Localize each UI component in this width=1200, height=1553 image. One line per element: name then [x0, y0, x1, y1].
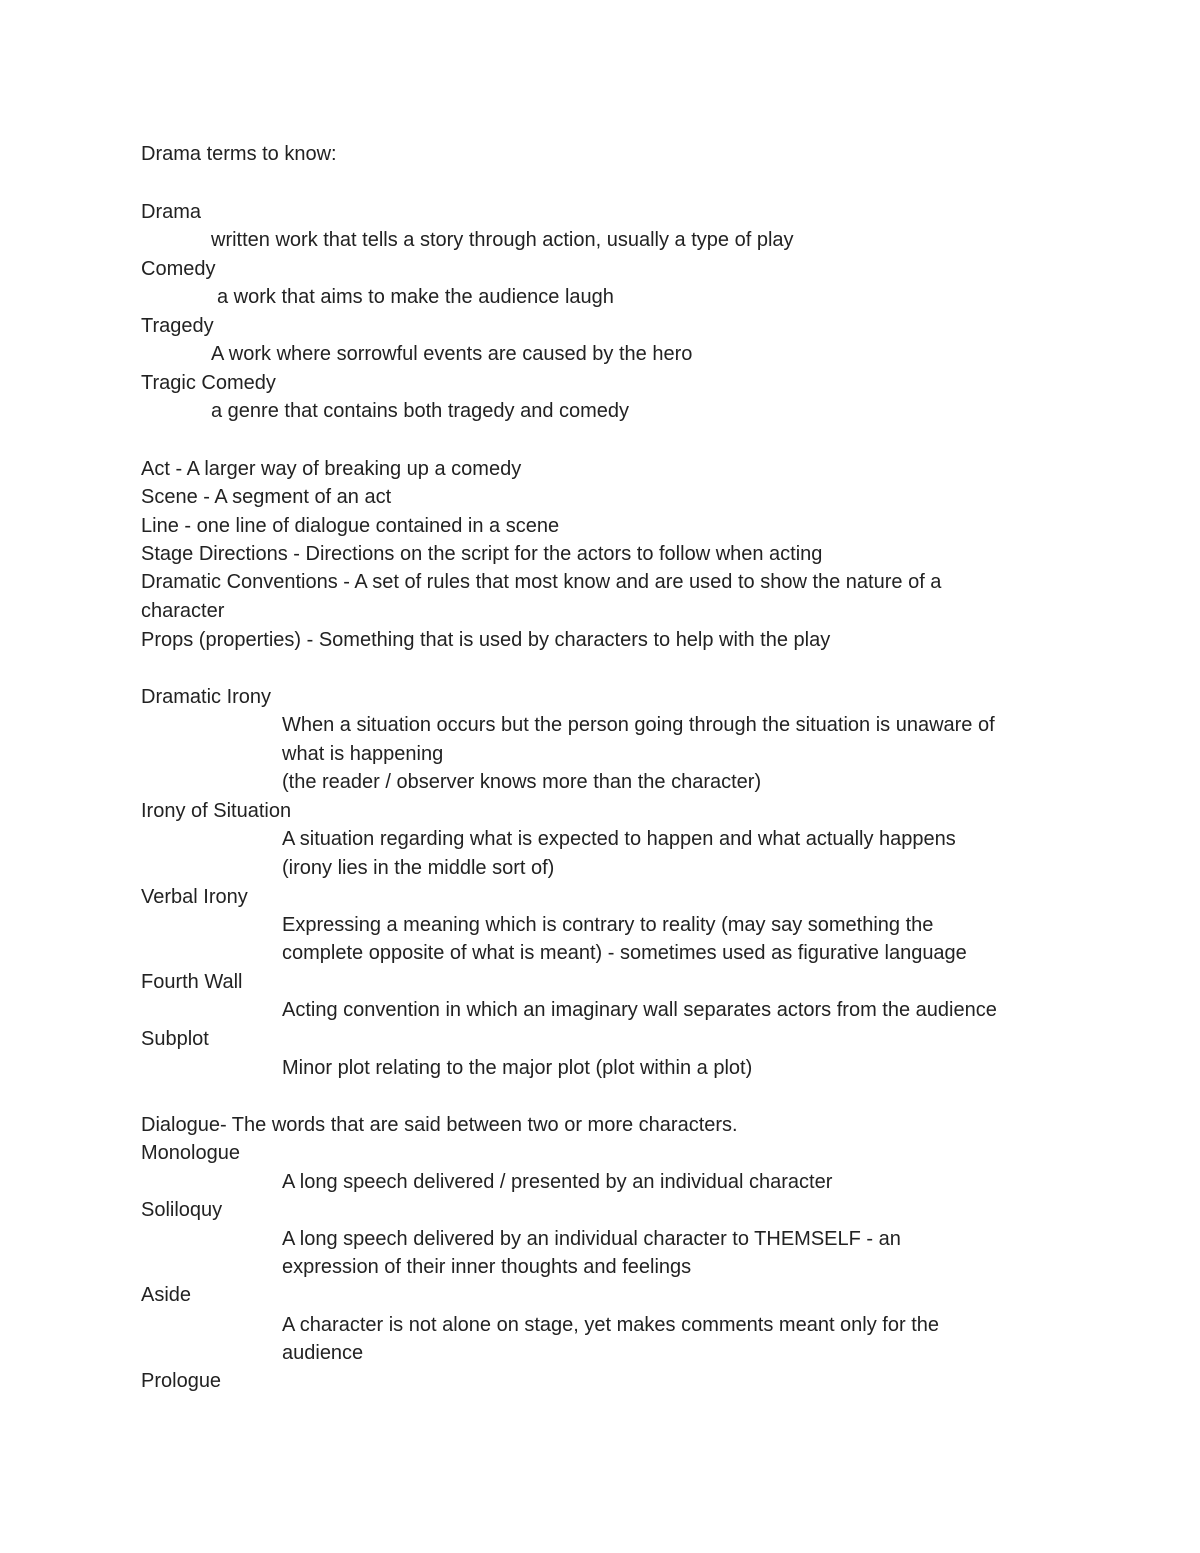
term-soliloquy: Soliloquy [141, 1199, 223, 1221]
definition-soliloquy-continued: expression of their inner thoughts and feelings [282, 1256, 692, 1278]
term-tragedy: Tragedy [141, 315, 214, 337]
term-stage-directions: Stage Directions - Directions on the script for the actors to follow when acting [141, 543, 823, 565]
term-dramatic-conventions-continued: character [141, 600, 225, 622]
term-line: Line - one line of dialogue contained in a scene [141, 515, 560, 537]
definition-irony-of-situation: A situation regarding what is expected to happen and what actually happens [282, 828, 956, 850]
definition-tragic-comedy: a genre that contains both tragedy and comedy [211, 400, 630, 422]
document-heading: Drama terms to know: [141, 143, 337, 165]
definition-verbal-irony: Expressing a meaning which is contrary to reality (may say something the [282, 914, 934, 936]
definition-soliloquy: A long speech delivered by an individual character to THEMSELF - an [282, 1228, 901, 1250]
definition-drama: written work that tells a story through action, usually a type of play [211, 229, 794, 251]
term-monologue: Monologue [141, 1142, 240, 1164]
term-dramatic-conventions: Dramatic Conventions - A set of rules that most know and are used to show the nature of a [141, 571, 942, 593]
definition-irony-of-situation-note: (irony lies in the middle sort of) [282, 857, 555, 879]
term-fourth-wall: Fourth Wall [141, 971, 243, 993]
term-dialogue: Dialogue- The words that are said between two or more characters. [141, 1114, 738, 1136]
term-drama: Drama [141, 201, 202, 223]
definition-comedy: a work that aims to make the audience laugh [217, 286, 614, 308]
term-dramatic-irony: Dramatic Irony [141, 686, 272, 708]
definition-subplot: Minor plot relating to the major plot (plot within a plot) [282, 1057, 753, 1079]
term-verbal-irony: Verbal Irony [141, 886, 248, 908]
term-subplot: Subplot [141, 1028, 209, 1050]
term-irony-of-situation: Irony of Situation [141, 800, 292, 822]
definition-monologue: A long speech delivered / presented by an individual character [282, 1171, 833, 1193]
term-aside: Aside [141, 1284, 192, 1306]
definition-dramatic-irony-note: (the reader / observer knows more than the character) [282, 771, 762, 793]
term-comedy: Comedy [141, 258, 216, 280]
definition-aside-continued: audience [282, 1342, 364, 1364]
definition-fourth-wall: Acting convention in which an imaginary wall separates actors from the audience [282, 999, 997, 1021]
term-prologue: Prologue [141, 1370, 222, 1392]
definition-tragedy: A work where sorrowful events are caused by the hero [211, 343, 693, 365]
term-props: Props (properties) - Something that is used by characters to help with the play [141, 629, 831, 651]
definition-dramatic-irony-continued: what is happening [282, 743, 444, 765]
definition-verbal-irony-continued: complete opposite of what is meant) - sometimes used as figurative language [282, 942, 967, 964]
term-tragic-comedy: Tragic Comedy [141, 372, 276, 394]
term-act: Act - A larger way of breaking up a comedy [141, 458, 522, 480]
definition-aside: A character is not alone on stage, yet makes comments meant only for the [282, 1314, 940, 1336]
term-scene: Scene - A segment of an act [141, 486, 392, 508]
definition-dramatic-irony: When a situation occurs but the person going through the situation is unaware of [282, 714, 995, 736]
